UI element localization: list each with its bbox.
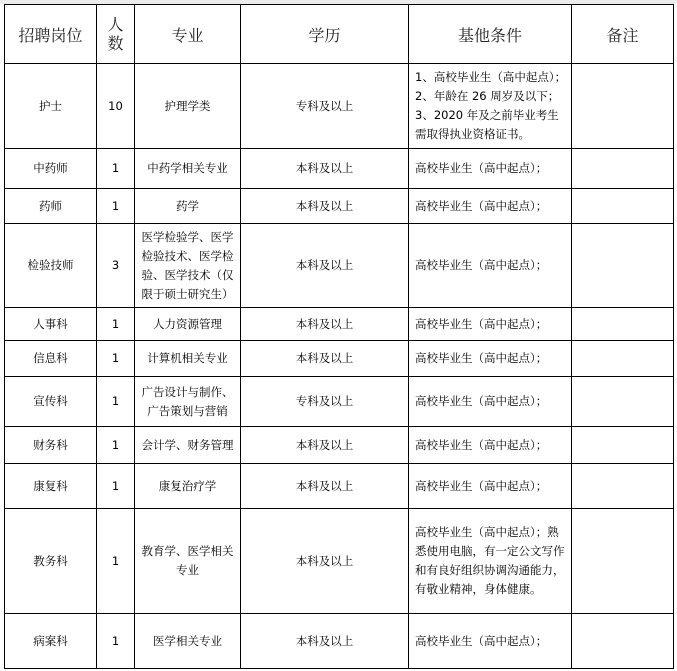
- cell-education: 专科及以上: [241, 377, 409, 427]
- cell-education: 本科及以上: [241, 224, 409, 308]
- header-count-line1: 人: [107, 15, 124, 34]
- cell-notes: [572, 189, 674, 224]
- header-row: [5, 5, 674, 64]
- cell-count: 10: [97, 64, 135, 149]
- cell-education: 本科及以上: [241, 308, 409, 341]
- cell-education: 本科及以上: [241, 149, 409, 189]
- recruitment-table: [4, 4, 674, 669]
- cell-count: 1: [97, 614, 135, 669]
- cell-position: 中药师: [5, 149, 97, 189]
- cell-conditions: 高校毕业生（高中起点）；熟悉使用电脑，有一定公文写作和有良好组织协调沟通能力，有敬业精神，身体健康。: [409, 509, 572, 614]
- cell-conditions: 高校毕业生（高中起点）；: [409, 464, 572, 509]
- cell-count: 1: [97, 189, 135, 224]
- header-position: 招聘岗位: [5, 5, 97, 64]
- cell-major: 医学相关专业: [135, 614, 241, 669]
- cell-major: 中药学相关专业: [135, 149, 241, 189]
- table-row: [5, 427, 674, 464]
- table-row: [5, 509, 674, 614]
- cell-count: 1: [97, 149, 135, 189]
- cell-education: 本科及以上: [241, 464, 409, 509]
- cell-education: 本科及以上: [241, 427, 409, 464]
- cell-conditions: 高校毕业生（高中起点）；: [409, 308, 572, 341]
- cell-notes: [572, 614, 674, 669]
- header-count: [97, 5, 135, 64]
- cell-position: 检验技师: [5, 224, 97, 308]
- cell-conditions: 高校毕业生（高中起点）；: [409, 224, 572, 308]
- cell-position: 病案科: [5, 614, 97, 669]
- table-row: [5, 189, 674, 224]
- cell-notes: [572, 341, 674, 377]
- cell-count: 1: [97, 464, 135, 509]
- cell-education: 本科及以上: [241, 509, 409, 614]
- cell-conditions: 1、高校毕业生（高中起点）；2、年龄在 26 周岁及以下；3、2020 年及之前毕业考生需取得执业资格证书。: [409, 64, 572, 149]
- cell-count: 3: [97, 224, 135, 308]
- cell-count: 1: [97, 427, 135, 464]
- cell-position: 护士: [5, 64, 97, 149]
- cell-notes: [572, 464, 674, 509]
- cell-position: 康复科: [5, 464, 97, 509]
- table-row: [5, 341, 674, 377]
- table-row: [5, 377, 674, 427]
- header-major: 专业: [135, 5, 241, 64]
- cell-education: 本科及以上: [241, 341, 409, 377]
- cell-major: 人力资源管理: [135, 308, 241, 341]
- cell-notes: [572, 64, 674, 149]
- header-conditions: 基他条件: [409, 5, 572, 64]
- cell-education: 本科及以上: [241, 614, 409, 669]
- cell-position: 宣传科: [5, 377, 97, 427]
- cell-major: 广告设计与制作、广告策划与营销: [135, 377, 241, 427]
- header-education: 学历: [241, 5, 409, 64]
- cell-major: 护理学类: [135, 64, 241, 149]
- cell-major: 药学: [135, 189, 241, 224]
- cell-notes: [572, 377, 674, 427]
- cell-conditions: 高校毕业生（高中起点）；: [409, 149, 572, 189]
- cell-conditions: 高校毕业生（高中起点）；: [409, 189, 572, 224]
- table-row: [5, 464, 674, 509]
- cell-count: 1: [97, 341, 135, 377]
- cell-major: 医学检验学、医学检验技术、医学检验、医学技术（仅限于硕士研究生）: [135, 224, 241, 308]
- cell-major: 康复治疗学: [135, 464, 241, 509]
- cell-position: 药师: [5, 189, 97, 224]
- cell-position: 教务科: [5, 509, 97, 614]
- table-row: [5, 614, 674, 669]
- table-row: [5, 64, 674, 149]
- cell-count: 1: [97, 308, 135, 341]
- cell-notes: [572, 427, 674, 464]
- cell-position: 人事科: [5, 308, 97, 341]
- cell-count: 1: [97, 377, 135, 427]
- cell-conditions: 高校毕业生（高中起点）；: [409, 341, 572, 377]
- cell-notes: [572, 149, 674, 189]
- header-notes: 备注: [572, 5, 674, 64]
- cell-conditions: 高校毕业生（高中起点）；: [409, 427, 572, 464]
- cell-education: 专科及以上: [241, 64, 409, 149]
- cell-count: 1: [97, 509, 135, 614]
- table-row: [5, 308, 674, 341]
- cell-notes: [572, 308, 674, 341]
- cell-notes: [572, 509, 674, 614]
- cell-position: 信息科: [5, 341, 97, 377]
- cell-conditions: 高校毕业生（高中起点）；: [409, 614, 572, 669]
- cell-position: 财务科: [5, 427, 97, 464]
- cell-conditions: 高校毕业生（高中起点）；: [409, 377, 572, 427]
- table-row: [5, 224, 674, 308]
- cell-major: 计算机相关专业: [135, 341, 241, 377]
- cell-notes: [572, 224, 674, 308]
- table-row: [5, 149, 674, 189]
- cell-major: 会计学、财务管理: [135, 427, 241, 464]
- cell-major: 教育学、医学相关专业: [135, 509, 241, 614]
- header-count-line2: 数: [107, 34, 124, 53]
- cell-education: 本科及以上: [241, 189, 409, 224]
